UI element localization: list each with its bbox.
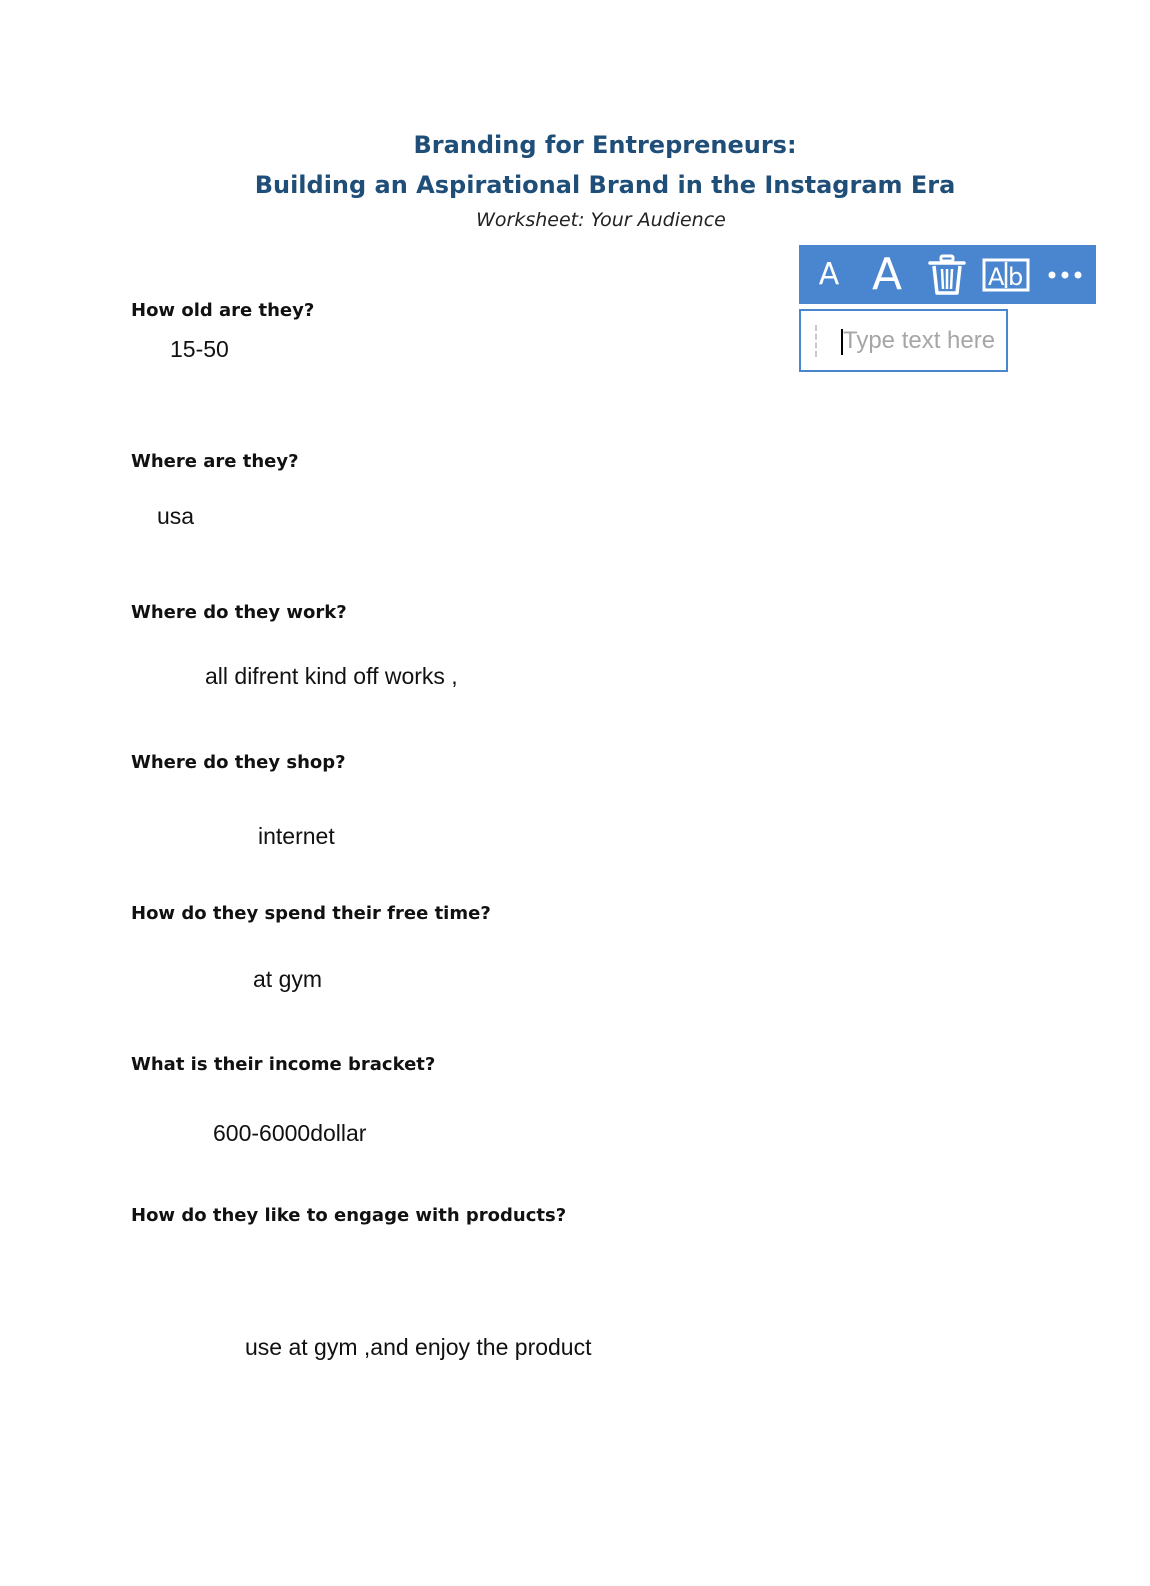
decrease-font-size-label: A bbox=[818, 257, 840, 292]
answer-location: usa bbox=[157, 503, 195, 529]
document-title-line-2: Building an Aspirational Brand in the Instagram Era bbox=[254, 171, 956, 199]
question-shop: Where do they shop? bbox=[131, 752, 346, 773]
question-engagement: How do they like to engage with products? bbox=[131, 1205, 567, 1226]
answer-age: 15-50 bbox=[170, 336, 229, 362]
trash-icon bbox=[928, 254, 966, 296]
decrease-font-size-button[interactable] bbox=[809, 245, 849, 304]
answer-income: 600-6000dollar bbox=[213, 1120, 367, 1146]
annotation-text-box[interactable] bbox=[799, 309, 1008, 372]
answer-work: all difrent kind off works , bbox=[205, 663, 458, 689]
svg-text:b: b bbox=[1008, 262, 1024, 291]
more-options-icon bbox=[1047, 270, 1083, 280]
text-style-icon bbox=[982, 258, 1030, 292]
question-work: Where do they work? bbox=[131, 602, 347, 623]
text-style-button[interactable] bbox=[981, 245, 1031, 304]
document-subtitle: Worksheet: Your Audience bbox=[476, 209, 726, 231]
question-income: What is their income bracket? bbox=[131, 1054, 436, 1075]
question-age: How old are they? bbox=[131, 300, 315, 321]
annotation-toolbar bbox=[799, 245, 1096, 304]
document-title-line-1: Branding for Entrepreneurs: bbox=[413, 131, 797, 159]
more-options-button[interactable] bbox=[1043, 245, 1087, 304]
increase-font-size-label: A bbox=[871, 249, 903, 300]
answer-engagement: use at gym ,and enjoy the product bbox=[245, 1334, 592, 1360]
delete-button[interactable] bbox=[925, 245, 969, 304]
question-location: Where are they? bbox=[131, 451, 299, 472]
drag-handle[interactable] bbox=[815, 325, 817, 357]
svg-text:A: A bbox=[988, 262, 1005, 291]
annotation-text-input[interactable] bbox=[843, 325, 1003, 357]
answer-free-time: at gym bbox=[253, 966, 323, 992]
increase-font-size-button[interactable] bbox=[863, 245, 911, 304]
question-free-time: How do they spend their free time? bbox=[131, 903, 491, 924]
answer-shop: internet bbox=[258, 823, 335, 849]
